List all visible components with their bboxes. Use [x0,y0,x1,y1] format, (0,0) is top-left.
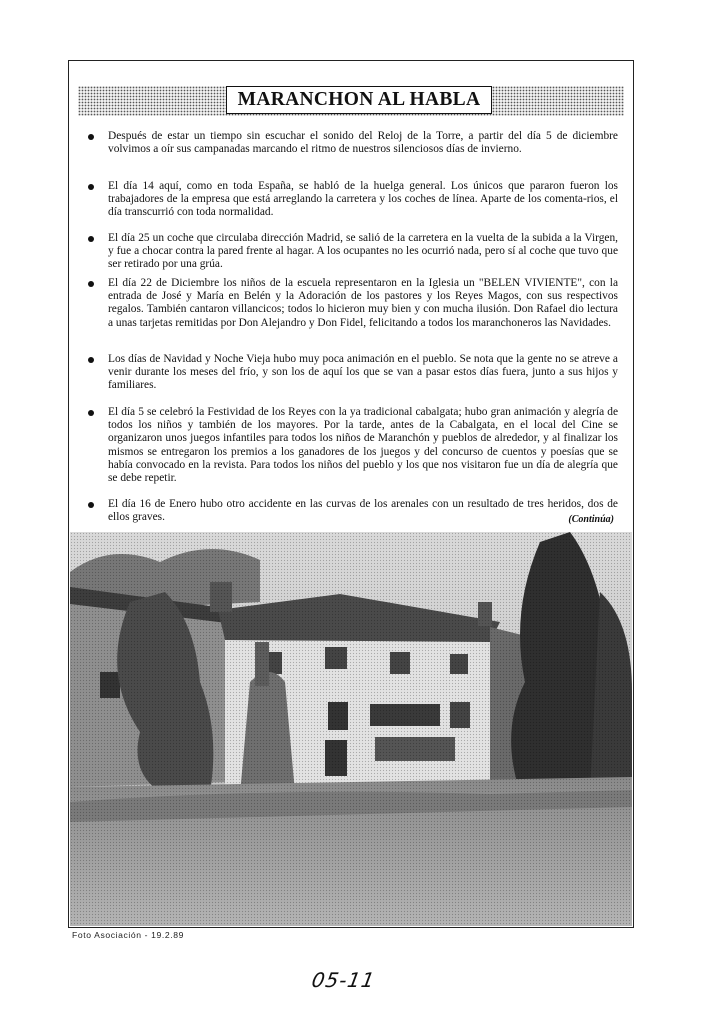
news-item: Después de estar un tiempo sin escuchar el sonido del Reloj de la Torre, a partir del día 5 de diciembre volvimos a oír sus campanadas marcando el ritmo de nuestros silenciosos días de invierno. [82,130,618,156]
news-item: El día 5 se celebró la Festividad de los Reyes con la ya tradicional cabalgata; hubo gran animación y alegría de todos los niños y también de los mayores. Por la tarde, antes de la Cabalgata, en el local del Cine se organizaron unos juegos infantiles para todos los niños de Maranchón y pueblos de alrededor, y al finalizar los mismos se entregaron los premios a los ganadores de los juegos y del concurso de cuentos y poesías que se había convocado en la revista. Para todos los niños del pueblo y los que nos visitaron fue un día de alegría que se debe repetir. [82,406,618,485]
page-title: MARANCHON AL HABLA [226,86,492,114]
news-item: El día 14 aquí, como en toda España, se habló de la huelga general. Los únicos que pararon fueron los trabajadores de la empresa que está arreglando la carretera y los coches de línea. Aparte de los comenta-rios, el día transcurrió con toda normalidad. [82,180,618,220]
village-photo [70,532,632,926]
news-item [82,498,618,526]
news-item: El día 22 de Diciembre los niños de la escuela representaron en la Iglesia un "BELEN VIVIENTE", con la entrada de José y María en Belén y la Adoración de los pastores y los Reyes Magos, con sus respectivos regalos. También cantaron villancicos; todos lo hicieron muy bien y con mucha ilusión. Don Rafael dio lectura a unas tarjetas remitidas por Don Alejandro y Don Fidel, felicitando a todos los maranchoneros las Navidades. [82,277,618,330]
news-item: El día 25 un coche que circulaba dirección Madrid, se salió de la carretera en la vuelta de la subida a la Virgen, y fue a chocar contra la pared frente al hagar. A los ocupantes no les ocurrió nada, pero sí al coche que tuvo que ser retirado por una grúa. [82,232,618,272]
news-item: Los días de Navidad y Noche Vieja hubo muy poca animación en el pueblo. Se nota que la gente no se atreve a venir durante los meses del frío, y son los de aquí los que se van a pasar estos días fuera, junto a sus hijos y familiares. [82,353,618,393]
village-photo-image [70,532,632,926]
continua-label: (Continúa) [568,513,614,525]
news-item-text: El día 16 de Enero hubo otro accidente en las curvas de los arenales con un resultado de tres heridos, dos de ellos graves. [108,498,618,524]
photo-caption: Foto Asociación - 19.2.89 [72,930,184,940]
handwritten-page-mark: 05-11 [309,968,378,992]
